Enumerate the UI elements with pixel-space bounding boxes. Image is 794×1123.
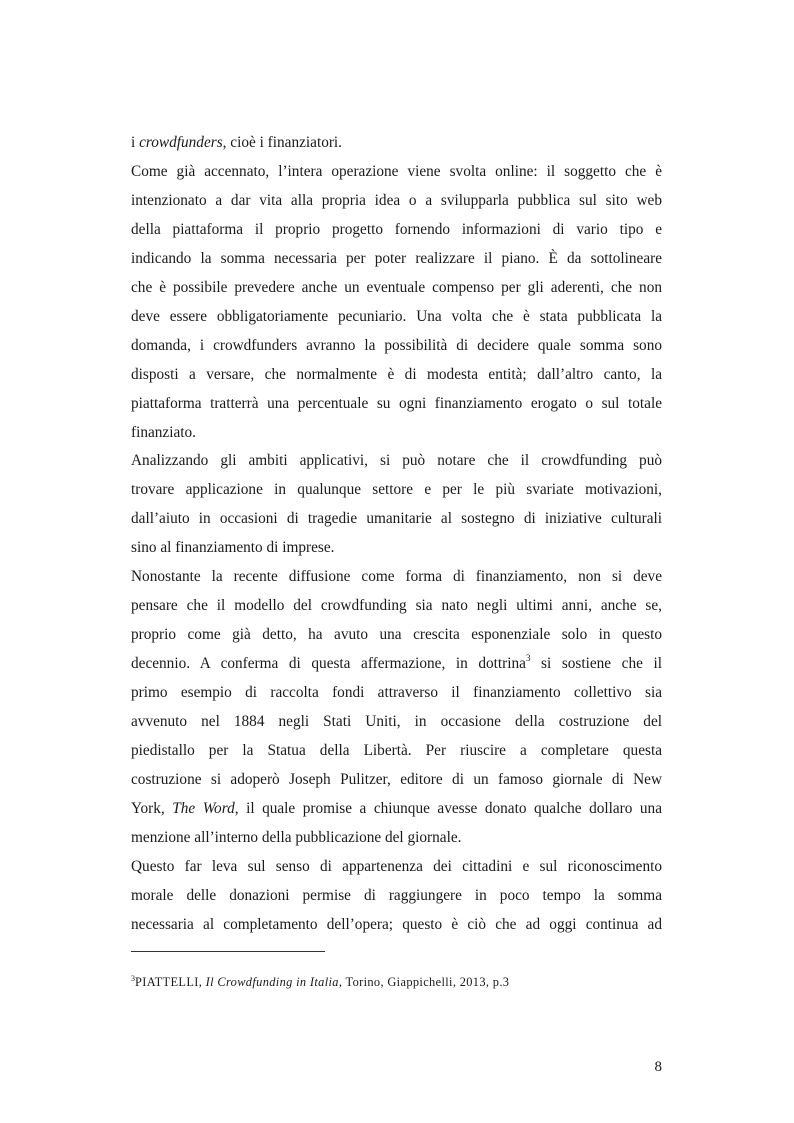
text-run: finanziato. — [131, 423, 196, 441]
text-line — [131, 332, 662, 361]
text-line — [131, 216, 662, 245]
text-line — [131, 187, 662, 216]
text-run: che è possibile prevedere anche un eventuale compenso per gli aderenti, che non — [131, 278, 662, 296]
text-line — [131, 447, 662, 476]
text-line — [131, 882, 662, 911]
text-run: primo esempio di raccolta fondi attraverso il finanziamento collettivo sia — [131, 684, 662, 702]
text-line — [131, 679, 662, 708]
paragraph — [131, 158, 662, 448]
text-run: Come già accennato, l’intera operazione viene svolta online: il soggetto che è — [131, 162, 662, 180]
text-run: intenzionato a dar vita alla propria idea o a svilupparla pubblica sul sito web — [131, 191, 662, 209]
text-line — [131, 737, 662, 766]
italic-text: The Word — [172, 799, 235, 817]
text-run: pensare che il modello del crowdfunding sia nato negli ultimi anni, anche se, — [131, 597, 662, 615]
page-number: 8 — [654, 1059, 662, 1075]
footnote-author: PIATTELLI, — [135, 975, 206, 989]
body-text — [131, 129, 662, 940]
text-run: avvenuto nel 1884 negli Stati Uniti, in occasione della costruzione del — [131, 713, 662, 731]
footnote-reference: 3 — [525, 653, 531, 664]
footnote-separator — [131, 951, 325, 952]
text-line — [131, 563, 662, 592]
footnote-details: Torino, Giappichelli, 2013, p.3 — [342, 975, 510, 989]
paragraph — [131, 447, 662, 563]
paragraph — [131, 563, 662, 853]
text-run: trovare applicazione in qualunque settore e per le più svariate motivazioni, — [131, 481, 662, 499]
text-run: Analizzando gli ambiti applicativi, si può notare che il crowdfunding può — [131, 452, 662, 470]
text-line — [131, 476, 662, 505]
text-line — [131, 245, 662, 274]
footnote-marker: 3 — [131, 974, 135, 983]
text-line — [131, 158, 662, 187]
text-run: decennio. A conferma di questa affermazione, in dottrina — [131, 655, 526, 673]
text-run: menzione all’interno della pubblicazione del giornale. — [131, 828, 462, 846]
italic-text: crowdfunders — [139, 134, 223, 151]
text-run: piattaforma tratterrà una percentuale su ogni finanziamento erogato o sul totale — [131, 394, 662, 412]
text-run: proprio come già detto, ha avuto una crescita esponenziale solo in questo — [131, 626, 662, 644]
text-line — [131, 824, 662, 853]
text-line — [131, 419, 662, 448]
text-run: sino al finanziamento di imprese. — [131, 539, 335, 557]
paragraph — [131, 129, 662, 158]
text-run: deve essere obbligatoriamente pecuniario. Una volta che è stata pubblicata la — [131, 307, 662, 325]
text-line — [131, 274, 662, 303]
text-line — [131, 303, 662, 332]
text-line — [131, 592, 662, 621]
text-run: necessaria al completamento dell’opera; questo è ciò che ad oggi continua ad — [131, 915, 662, 933]
text-line — [131, 708, 662, 737]
footnote-title: Il Crowdfunding in Italia, — [205, 975, 343, 989]
text-line — [131, 361, 662, 390]
text-run: York, — [131, 799, 173, 817]
text-line — [131, 795, 662, 824]
text-line — [131, 621, 662, 650]
text-run: domanda, i crowdfunders avranno la possibilità di decidere quale somma sono — [131, 336, 662, 354]
text-line — [131, 534, 662, 563]
text-run: dall’aiuto in occasioni di tragedie umanitarie al sostegno di iniziative culturali — [131, 510, 662, 528]
paragraph — [131, 853, 662, 940]
text-line — [131, 129, 662, 158]
text-line — [131, 911, 662, 940]
text-run: costruzione si adoperò Joseph Pulitzer, editore di un famoso giornale di New — [131, 770, 662, 788]
text-run: Questo far leva sul senso di appartenenza dei cittadini e sul riconoscimento — [131, 857, 662, 875]
text-line — [131, 390, 662, 419]
footnote — [131, 974, 662, 990]
text-run: , cioè i finanziatori. — [222, 134, 343, 151]
text-run: Nonostante la recente diffusione come forma di finanziamento, non si deve — [131, 568, 662, 586]
text-line — [131, 650, 662, 679]
text-run: indicando la somma necessaria per poter realizzare il piano. È da sottolineare — [131, 249, 662, 267]
text-run: , il quale promise a chiunque avesse donato qualche dollaro una — [234, 799, 662, 817]
text-run: si sostiene che il — [530, 655, 662, 673]
text-line — [131, 505, 662, 534]
text-run: piedistallo per la Statua della Libertà. Per riuscire a completare questa — [131, 742, 662, 760]
text-run: disposti a versare, che normalmente è di modesta entità; dall’altro canto, la — [131, 365, 662, 383]
text-line — [131, 766, 662, 795]
text-line — [131, 853, 662, 882]
text-run: della piattaforma il proprio progetto fornendo informazioni di vario tipo e — [131, 220, 662, 238]
text-run: i — [131, 134, 140, 151]
text-run: morale delle donazioni permise di raggiungere in poco tempo la somma — [131, 886, 662, 904]
